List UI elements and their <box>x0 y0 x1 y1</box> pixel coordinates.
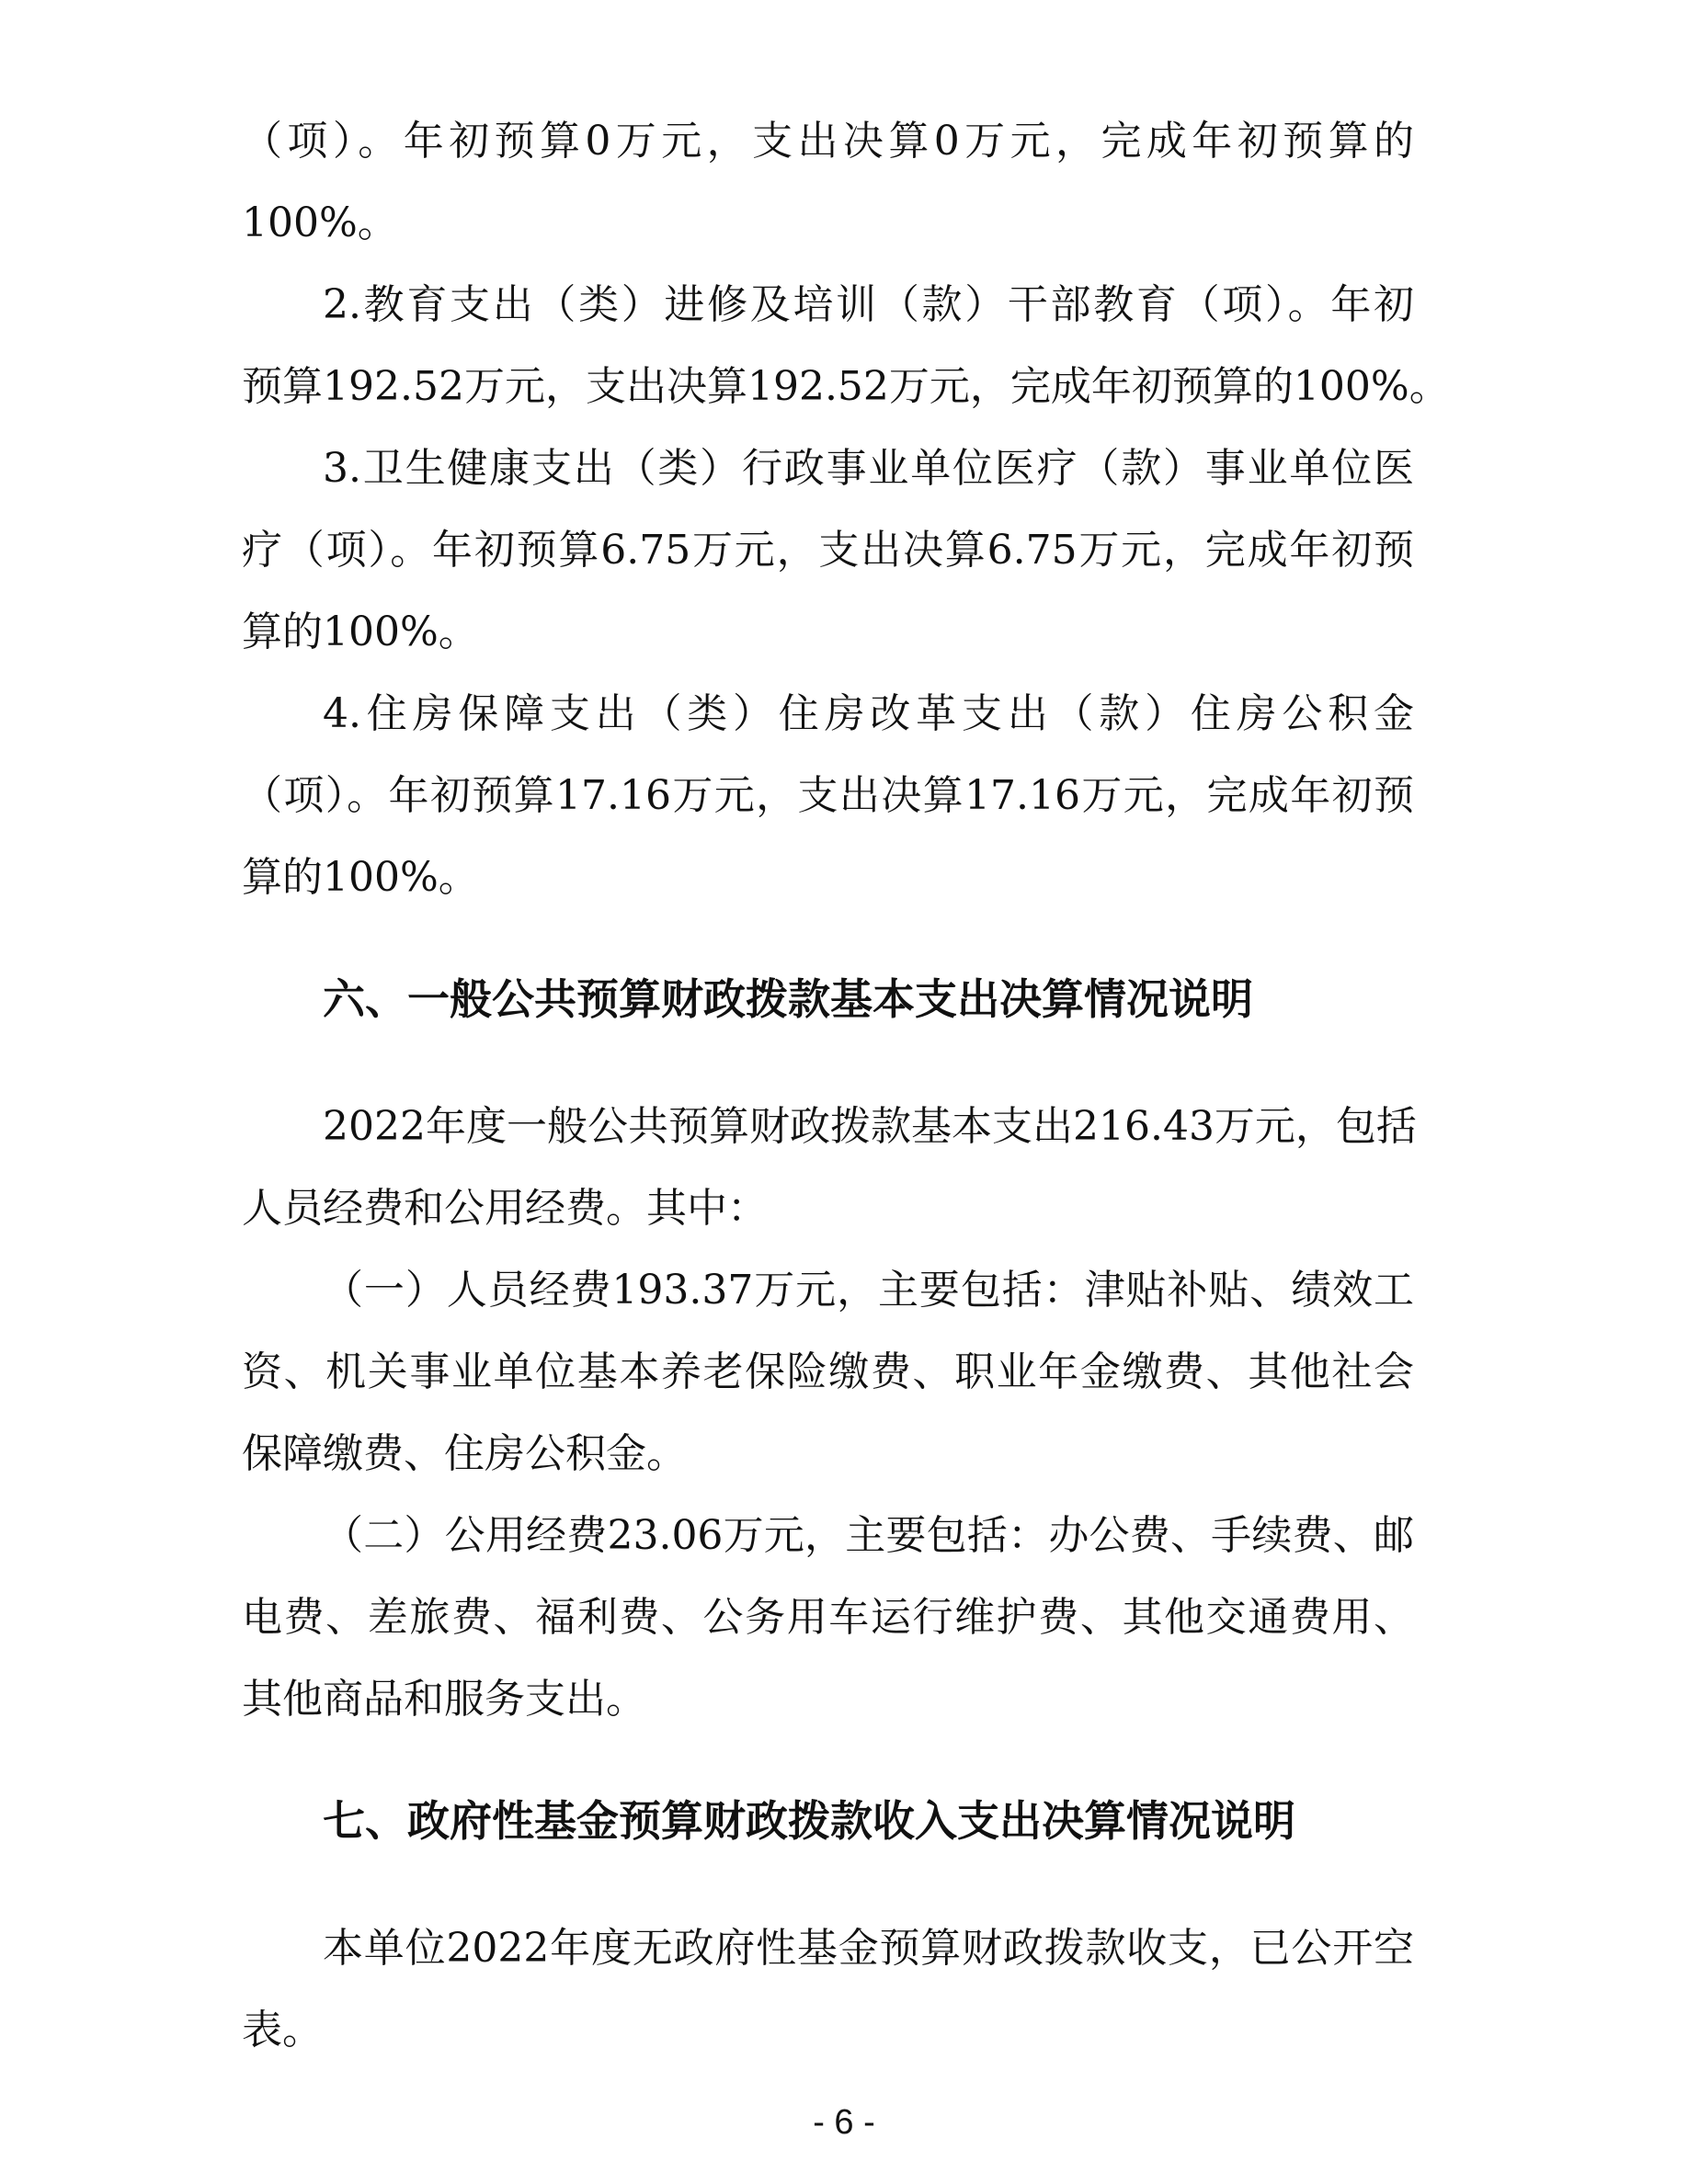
paragraph-line: 3.卫生健康支出（类）行政事业单位医疗（款）事业单位医 <box>323 445 1414 492</box>
paragraph-line: （一）人员经费193.37万元，主要包括：津贴补贴、绩效工 <box>323 1267 1414 1314</box>
paragraph-line: 算的100%。 <box>242 609 479 655</box>
paragraph-line: 预算192.52万元，支出决算192.52万元，完成年初预算的100%。 <box>242 363 1450 410</box>
paragraph-line: （二）公用经费23.06万元，主要包括：办公费、手续费、邮 <box>323 1512 1414 1559</box>
paragraph-line: 资、机关事业单位基本养老保险缴费、职业年金缴费、其他社会 <box>242 1348 1414 1395</box>
paragraph-line: 算的100%。 <box>242 854 479 901</box>
paragraph-line: 保障缴费、住房公积金。 <box>242 1430 687 1477</box>
paragraph-line: 100%。 <box>242 199 398 246</box>
paragraph-line: （项）。年初预算17.16万元，支出决算17.16万元，完成年初预 <box>242 772 1414 819</box>
page-number: - 6 - <box>813 2103 875 2142</box>
paragraph-line: 人员经费和公用经费。其中： <box>242 1185 768 1232</box>
paragraph-line: 4.住房保障支出（类）住房改革支出（款）住房公积金 <box>323 690 1414 737</box>
paragraph-line: 电费、差旅费、福利费、公务用车运行维护费、其他交通费用、 <box>242 1594 1414 1641</box>
paragraph-line: 其他商品和服务支出。 <box>242 1676 646 1723</box>
paragraph-line: 本单位2022年度无政府性基金预算财政拨款收支，已公开空 <box>323 1925 1414 1972</box>
paragraph-line: 2022年度一般公共预算财政拨款基本支出216.43万元，包括 <box>323 1103 1417 1150</box>
paragraph-line: （项）。年初预算0万元，支出决算0万元，完成年初预算的 <box>242 118 1414 165</box>
paragraph-line: 2.教育支出（类）进修及培训（款）干部教育（项）。年初 <box>323 281 1414 328</box>
paragraph-line: 疗（项）。年初预算6.75万元，支出决算6.75万元，完成年初预 <box>242 527 1414 574</box>
section-heading: 六、一般公共预算财政拨款基本支出决算情况说明 <box>323 974 1253 1024</box>
section-heading: 七、政府性基金预算财政拨款收入支出决算情况说明 <box>323 1796 1295 1846</box>
paragraph-line: 表。 <box>242 2007 323 2053</box>
